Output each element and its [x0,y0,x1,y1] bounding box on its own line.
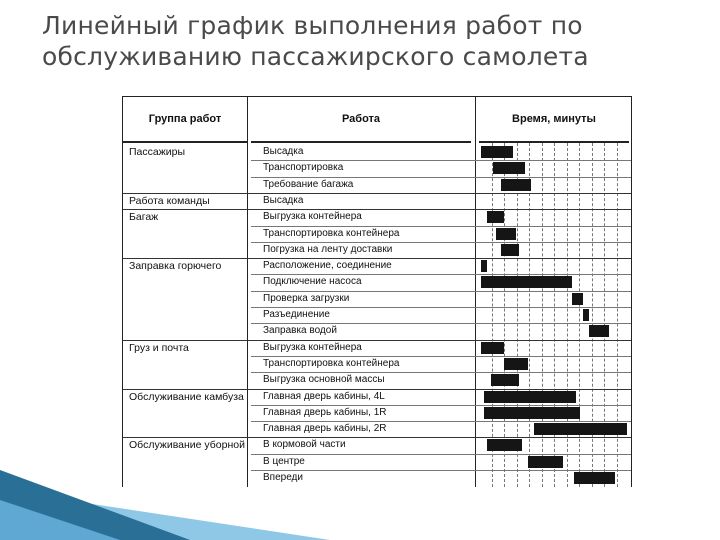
work-label: Заправка водой [263,325,337,337]
work-label: Выгрузка контейнера [263,211,362,223]
schedule-bar [504,358,527,370]
schedule-bar [501,179,530,191]
work-label: Транспортировка контейнера [263,357,400,369]
time-gridline [529,143,530,487]
time-gridline [517,143,518,487]
schedule-bar [491,374,519,386]
row-divider [251,177,631,178]
header-underline [251,141,471,143]
schedule-bar [493,162,525,174]
schedule-bar [572,293,584,305]
work-label: Выгрузка основной массы [263,374,385,386]
row-divider [251,274,631,275]
row-divider [251,323,631,324]
header-group: Группа работ [148,113,222,125]
schedule-bar [528,456,563,468]
work-label: Высадка [263,194,304,206]
work-label: Погрузка на ленту доставки [263,243,393,255]
time-gridline [579,143,580,487]
schedule-bar [589,325,609,337]
work-label: Главная дверь кабины, 1R [263,406,387,418]
time-gridline [617,143,618,487]
work-label: Главная дверь кабины, 2R [263,423,387,435]
group-name: Груз и почта [129,341,189,354]
row-divider [251,160,631,161]
schedule-bar [481,276,572,288]
schedule-bar [583,309,589,321]
header-time: Время, минуты [512,113,596,125]
schedule-bar [487,439,522,451]
time-gridline [554,143,555,487]
work-label: Высадка [263,146,304,157]
schedule-bar [484,407,580,419]
time-gridline [604,143,605,487]
work-label: Подключение насоса [263,276,362,288]
group-name: Пассажиры [129,146,186,158]
schedule-bar [481,260,487,272]
group-divider [123,209,631,210]
work-label: Проверка загрузки [263,292,350,304]
schedule-bar [574,472,615,484]
work-label: Транспортировка [263,162,344,174]
schedule-table [122,96,632,487]
work-label: Разъединение [263,309,330,320]
schedule-bar [484,391,576,403]
group-divider [123,340,631,341]
title-line-1: Линейный график выполнения работ по [42,11,583,40]
group-divider [123,193,631,194]
row-divider [251,372,631,373]
slide-title [42,10,682,72]
group-name: Обслуживание уборной [129,439,245,452]
time-gridline [567,143,568,487]
row-divider [251,242,631,243]
header-underline [123,141,247,143]
work-label: Главная дверь кабины, 4L [263,390,385,402]
row-divider [251,405,631,406]
group-divider [123,389,631,390]
group-name: Обслуживание камбуза [129,390,244,403]
work-label: Впереди [263,472,303,483]
schedule-bar [534,423,627,435]
schedule-bar [487,211,505,223]
row-divider [251,291,631,292]
time-gridline [592,143,593,487]
work-label: Выгрузка контейнера [263,341,362,353]
group-name: Багаж [129,211,159,224]
group-name: Заправка горючего [129,260,222,273]
header-work: Работа [341,113,381,125]
column-divider [247,97,248,487]
time-gridline [492,143,493,487]
corner-decoration [0,430,330,540]
work-label: Транспортировка контейнера [263,227,400,239]
row-divider [251,421,631,422]
work-label: В центре [263,455,305,467]
work-label: Требование багажа [263,178,354,190]
group-name: Работа команды [129,194,210,207]
work-label: Расположение, соединение [263,260,392,272]
schedule-bar [481,342,504,354]
row-divider [251,307,631,308]
schedule-bar [496,228,516,240]
row-divider [251,226,631,227]
group-divider [123,258,631,259]
schedule-bar [481,146,513,158]
row-divider [251,356,631,357]
column-divider [475,97,476,487]
time-gridline [542,143,543,487]
schedule-bar [501,244,519,256]
time-gridline [504,143,505,487]
title-line-2: обслуживанию пассажирского самолета [42,42,589,71]
work-label: В кормовой части [263,439,346,451]
